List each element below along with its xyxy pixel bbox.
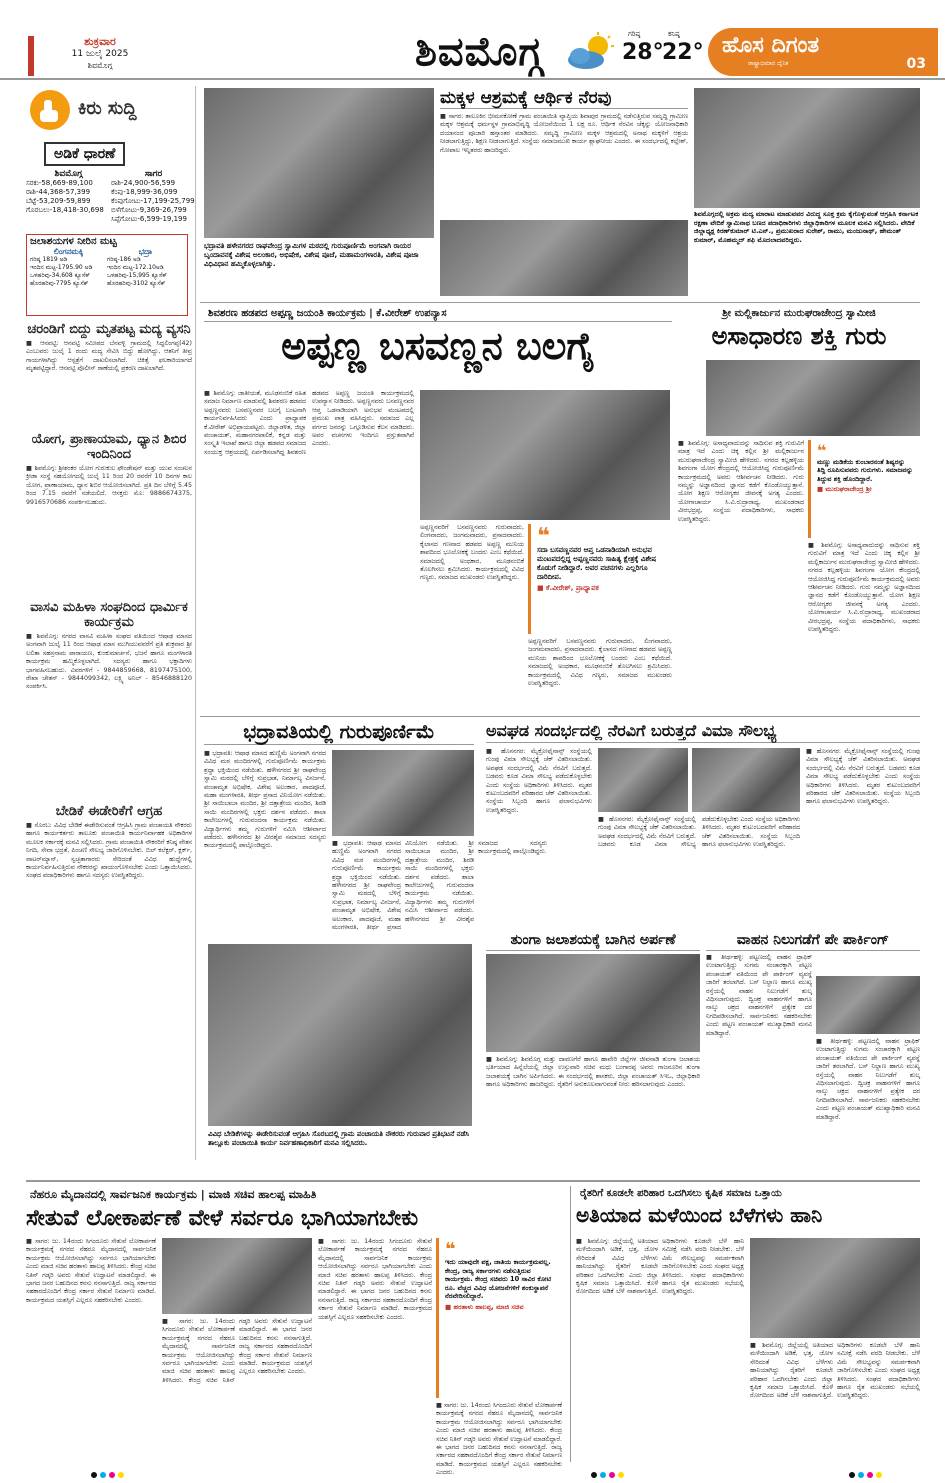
- dam-row: ಇಂದಿನ ಮಟ್ಟ-1795.90 ಅಡಿ: [30, 264, 93, 271]
- story-body: ■ ಸಾಗರ: ಜು. 14ರಂದು ಸಿಗಂದೂರು ಸೇತುವೆ ಲೋಕಾರ್ಪಣೆ ಕಾರ್ಯಕ್ರಮಕ್ಕೆ ನಗರದ ನೆಹರೂ ಮೈದಾನದಲ್ಲಿ ಸಾರ್ವಜನಿಕ ಕಾರ್ಯಕ್ರಮ ಆಯೋಜಿಸಲಾಗಿದ್ದು ಸರ್ವರೂ ಭಾಗಿಯಾಗಬೇಕು ಎಂದು ಮಾಜಿ ಸಚಿವ ಹರತಾಳು ಹಾಲಪ್ಪ ತಿಳಿಸಿದರು. ಕೇಂದ್ರ ಸಚಿವ ನಿತಿನ್ ಗಡ್ಕರಿ ಅವರು ಸೇತುವೆ ಉದ್ಘಾಟನೆ ಮಾಡಲಿದ್ದಾರೆ. ಈ ಭಾಗದ ಜನರ ಬಹುದಿನದ ಕನಸು ನನಸಾಗುತ್ತಿದೆ. ರಾಜ್ಯ ಸರ್ಕಾರದ ಸಹಕಾರದೊಂದಿಗೆ ಕೇಂದ್ರ ಸರ್ಕಾರ ಸೇತುವೆ ನಿರ್ಮಾಣ ಮಾಡಿದೆ. ಕಾರ್ಯಕ್ರಮದ ಯಶಸ್ಸಿಗೆ ಎಲ್ಲರೂ ಸಹಕರಿಸಬೇಕು ಎಂದರು.: [436, 1402, 562, 1477]
- pointing-hand-icon: [30, 90, 70, 130]
- dam-linganamakki: [30, 248, 107, 288]
- rate-row: ಬಿಳೆಗೋಟು-9,369-26,799: [111, 206, 187, 214]
- story-body: ■ ಶಿವಮೊಗ್ಗ: ಜಿಲ್ಲೆಯಲ್ಲಿ ಅತಿಯಾದ ಮಳೆಯಿಂದಾಗಿ ಅಡಿಕೆ, ಭತ್ತ, ಜೋಳ ಸೇರಿದಂತೆ ವಿವಿಧ ಬೆಳೆಗಳು ಹಾನಿಯಾಗಿದ್ದು ರೈತರಿಗೆ ಕೂಡಲೇ ಪರಿಹಾರ ಒದಗಿಸಬೇಕು ಎಂದು ಜಿಲ್ಲಾ ಕೃಷಿಕ ಸಮಾಜ ಒತ್ತಾಯಿಸಿದೆ. ಕೊಳೆ ರೋಗದಿಂದ ಅಡಿಕೆ ಬೆಳೆ ನಾಶವಾಗುತ್ತಿದೆ. ಅಧಿಕಾರಿಗಳು ಕೂಡಲೇ ಬೆಳೆ ಹಾನಿ ಸಮೀಕ್ಷೆ ನಡೆಸಿ ವರದಿ ನೀಡಬೇಕು. ಬೆಳೆ ವಿಮೆ ಸೌಲಭ್ಯವನ್ನು ಸಮರ್ಪಕವಾಗಿ ಜಾರಿಗೊಳಿಸಬೇಕು ಎಂದು ಸಂಘದ ಅಧ್ಯಕ್ಷ ತಿಳಿಸಿದರು. ಸಂಘದ ಪದಾಧಿಕಾರಿಗಳು ಹಾಗೂ ರೈತ ಮುಖಂಡರು ಸಭೆಯಲ್ಲಿ ಉಪಸ್ಥಿತರಿದ್ದರು.: [750, 1342, 920, 1400]
- cheque-photo: [692, 748, 800, 812]
- story-headline: ಭದ್ರಾವತಿಯಲ್ಲಿ ಗುರುಪೂರ್ಣಿಮೆ: [204, 720, 474, 745]
- story-body: ■ ಭದ್ರಾವತಿ: ಆಷಾಢ ಮಾಸದ ಹುಣ್ಣಿಮೆ ಅಂಗವಾಗಿ ನಗರದ ವಿವಿಧ ಮಠ ಮಂದಿರಗಳಲ್ಲಿ ಗುರುಪೂರ್ಣಿಮೆ ಕಾರ್ಯಕ್ರಮ ಶ್ರದ್ಧಾ ಭಕ್ತಿಯಿಂದ ನಡೆಯಿತು. ಹಳೇನಗರದ ಶ್ರೀ ರಾಘವೇಂದ್ರ ಸ್ವಾಮಿ ಮಠದಲ್ಲಿ ಬೆಳಿಗ್ಗೆ ಸುಪ್ರಭಾತ, ನಿರ್ಮಾಲ್ಯ ವಿಸರ್ಜನೆ, ಪಂಚಾಮೃತ ಅಭಿಷೇಕ, ವಿಶೇಷ ಅಲಂಕಾರ, ಪಾದಪೂಜೆ, ಮಹಾ ಮಂಗಳಾರತಿ, ತೀರ್ಥ ಪ್ರಸಾದ ವಿನಿಯೋಗ ನಡೆಯಿತು. ಶ್ರೀ ಸಾಯಿಬಾಬಾ ಮಂದಿರ, ಶ್ರೀ ದತ್ತಾತ್ರೇಯ ಮಂದಿರ, ಶಿರಡಿ ಸಾಯಿ ಮಂದಿರಗಳಲ್ಲಿ ಭಕ್ತರು ದರ್ಶನ ಪಡೆದರು. ಶಾಲಾ ಕಾಲೇಜುಗಳಲ್ಲಿ ಗುರುವಂದನಾ ಕಾರ್ಯಕ್ರಮ ನಡೆಯಿತು. ವಿದ್ಯಾರ್ಥಿಗಳು ತಮ್ಮ ಗುರುಗಳಿಗೆ ನಮಿಸಿ ಆಶೀರ್ವಾದ ಪಡೆದರು. ಹಳೇನಗರದ ಶ್ರೀ ವೀರಶೈವ ಸಮಾಜದ ಸದಸ್ಯರು ಕಾರ್ಯಕ್ರಮದಲ್ಲಿ ಪಾಲ್ಗೊಂಡಿದ್ದರು.: [204, 750, 326, 850]
- appanna-story: [204, 306, 672, 714]
- brief-body: ■ ಶಿವಮೊಗ್ಗ: ಶ್ರೀಶಂಕರ ಯೋಗ ಗುರುಕುಲ ಫೌಂಡೇಷನ್ ಮತ್ತು ಯುವ ಸಂಚಲನ ಕ್ರೀಡಾ ಸಂಸ್ಥೆ ಸಹಯೋಗದಲ್ಲಿ ಜುಲೈ 11 ರಿಂದ 20 ರವರೆಗೆ 10 ದಿನಗಳ ಕಾಲ ಯೋಗ, ಪ್ರಾಣಾಯಾಮ, ಧ್ಯಾನ ಶಿಬಿರ ಆಯೋಜಿಸಲಾಗಿದೆ. ಪ್ರತಿ ದಿನ ಬೆಳಿಗ್ಗೆ 5.45 ರಿಂದ 7.15 ರವರೆಗೆ ನಡೆಯಲಿದೆ. ಆಸಕ್ತರು ಮೊ: 9886674375, 9916570686 ಸಂಪರ್ಕಿಸಬಹುದು.: [26, 465, 192, 506]
- gurupurnima-photo-story: [204, 88, 434, 298]
- story-body: ■ ಶಿವಮೊಗ್ಗ: ಶಿವಮೊಗ್ಗ ಮತ್ತು ದಾವಣಗೆರೆ ಹಾಗೂ ಹಾವೇರಿ ಜಿಲ್ಲೆಗಳ ಜೀವನಾಡಿ ತುಂಗಾ ಜಲಾಶಯ ಭರ್ತಿಯಾದ ಹಿನ್ನೆಲೆಯಲ್ಲಿ ಜಿಲ್ಲಾ ಉಸ್ತುವಾರಿ ಸಚಿವ ಮಧು ಬಂಗಾರಪ್ಪ ಅವರು ಗಾಜನೂರಿನ ತುಂಗಾ ಜಲಾಶಯಕ್ಕೆ ಬಾಗಿನ ಅರ್ಪಿಸಿದರು. ಈ ಸಂದರ್ಭದಲ್ಲಿ ಶಾಸಕರು, ಜಿಲ್ಲಾ ಪಂಚಾಯತ್ ಸಿಇಒ, ಜಿಲ್ಲಾಧಿಕಾರಿ ಹಾಗೂ ಅಧಿಕಾರಿಗಳು ಹಾಜರಿದ್ದರು. ರೈತರಿಗೆ ಅನುಕೂಲವಾಗುವಂತೆ ನೀರು ಹರಿಸಲಾಗುವುದು ಎಂದರು.: [486, 1056, 700, 1089]
- rate-market-label: ಶಿವಮೊಗ್ಗ: [54, 169, 83, 179]
- quote-mark-icon: ❝: [445, 1239, 456, 1260]
- story-kicker: ಶ್ರೀ ಮಲ್ಲಿಕಾರ್ಜುನ ಮುರುಘರಾಜೇಂದ್ರ ಸ್ವಾಮೀಜಿ: [722, 308, 876, 319]
- quote-mark-icon: ❝: [537, 524, 550, 549]
- protest-photo-story: [694, 88, 920, 298]
- brief-headline: ಯೋಗ, ಪ್ರಾಣಾಯಾಮ, ಧ್ಯಾನ ಶಿಬಿರ ಇಂದಿನಿಂದ: [31, 432, 187, 462]
- mallikarjuna-story: [678, 306, 920, 714]
- issue-day: ಶುಕ್ರವಾರ: [84, 35, 116, 48]
- registration-marks: [90, 1464, 130, 1472]
- quote-text: ಸದಾ ಬಸವಣ್ಣನವರ ಆಪ್ತ ಒಡನಾಡಿಯಾಗಿ ಅನುಭವ ಮಂಟಪದಲ್ಲಿದ್ದ ಅಪ್ಪಣ್ಣನವರು ಸಾಹಿತ್ಯ ಕ್ಷೇತ್ರಕ್ಕೆ ವಿಶೇಷ ಕೊಡುಗೆ ನೀಡಿದ್ದಾರೆ. ಅವರ ವಚನಗಳು ಎಲ್ಲರಿಗೂ ದಾರಿದೀಪ.: [537, 546, 657, 581]
- rate-row: ಕೆಂಪು-18,999-36,099: [111, 188, 178, 196]
- low-temp-label: ಕನಿಷ್ಠ: [668, 30, 680, 38]
- sorab-protest-photo-story: [204, 944, 480, 1176]
- divider: [26, 1180, 920, 1182]
- story-headline: ಅತಿಯಾದ ಮಳೆಯಿಂದ ಬೆಳೆಗಳು ಹಾನಿ: [576, 1203, 823, 1227]
- story-headline: ಅವಘಡ ಸಂದರ್ಭದಲ್ಲಿ ನೆರವಿಗೆ ಬರುತ್ತದೆ ವಿಮಾ ಸೌಲಭ್ಯ: [486, 720, 920, 743]
- rate-row: ಕೆಂಪುಗೋಟು-17,199-25,799: [111, 197, 195, 205]
- quote-author: ■ ಹರತಾಳು ಹಾಲಪ್ಪ, ಮಾಜಿ ಸಚಿವ: [445, 1302, 524, 1311]
- brief-headline: ಚರಂಡಿಗೆ ಬಿದ್ದು ಮೃತಪಟ್ಟ ಮದ್ಯ ವ್ಯಸನಿ: [27, 322, 191, 337]
- edition-title: ಶಿವಮೊಗ್ಗ: [415, 28, 544, 75]
- dam-row: ಒಳಹರಿವು-15,995 ಕ್ಯೂಸೆಕ್: [107, 272, 167, 279]
- story-body: ■ ತೀರ್ಥಹಳ್ಳಿ: ಪಟ್ಟಣದಲ್ಲಿ ವಾಹನ ಟ್ರಾಫಿಕ್ ಉಂಟಾಗುತ್ತಿದ್ದು ಸುಗಮ ಸಂಚಾರಕ್ಕಾಗಿ ಪಟ್ಟಣ ಪಂಚಾಯತ್ ವತಿಯಿಂದ ಪೇ ಪಾರ್ಕಿಂಗ್ ವ್ಯವಸ್ಥೆ ಜಾರಿಗೆ ತರಲಾಗಿದೆ. ಬಸ್ ನಿಲ್ದಾಣ ಹಾಗೂ ಮುಖ್ಯ ರಸ್ತೆಯಲ್ಲಿ ವಾಹನ ನಿಲುಗಡೆಗೆ ಶುಲ್ಕ ವಿಧಿಸಲಾಗುವುದು. ದ್ವಿಚಕ್ರ ವಾಹನಗಳಿಗೆ ಹಾಗೂ ನಾಲ್ಕು ಚಕ್ರದ ವಾಹನಗಳಿಗೆ ಪ್ರತ್ಯೇಕ ದರ ನಿಗದಿಪಡಿಸಲಾಗಿದೆ. ಸಾರ್ವಜನಿಕರು ಸಹಕರಿಸಬೇಕು ಎಂದು ಪಟ್ಟಣ ಪಂಚಾಯತ್ ಮುಖ್ಯಾಧಿಕಾರಿ ಮನವಿ ಮಾಡಿದ್ದಾರೆ.: [706, 954, 812, 1037]
- brief-story: [26, 600, 192, 800]
- story-body: ಅಪ್ಪಣ್ಣನವರಿಗೆ ಬಸವಣ್ಣನವರು ಗುರುವಾದರು, ಲಿಂಗವಾದರು, ಜಂಗಮವಾದರು, ಪ್ರಸಾದವಾದರು. ಕೈಲಾಸದ ಗಣನಾದ ಹಡಪದ ಅಪ್ಪಣ್ಣ ಮುನಿಯ ಶಾಪದಿಂದ ಭೂಲೋಕಕ್ಕೆ ಬಂದರು ಎಂಬ ಕಥೆಯಿದೆ. ಸಮಾಜದಲ್ಲಿ ಅಂಧಕಾರ, ಮೂಢನಂಬಿಕೆ ತೊಲಗಿಸಲು ಶ್ರಮಿಸಿದರು. ಕಾರ್ಯಕ್ರಮದಲ್ಲಿ ವಿವಿಧ ಗಣ್ಯರು, ಸಮಾಜದ ಮುಖಂಡರು ಉಪಸ್ಥಿತರಿದ್ದರು.: [528, 638, 672, 688]
- story-headline: ಅಪ್ಪಣ್ಣ ಬಸವಣ್ಣನ ಬಲಗೈ: [281, 323, 595, 368]
- photo-caption: ಭದ್ರಾವತಿ ಹಳೇನಗರದ ರಾಘವೇಂದ್ರ ಸ್ವಾಮಿಗಳ ಮಠದಲ್ಲಿ ಗುರುಪೂರ್ಣಿಮೆ ಅಂಗವಾಗಿ ರಾಯರ ಬೃಂದಾವನಕ್ಕೆ ವಿಶೇಷ ಅಲಂಕಾರ, ಅಭಿಷೇಕ, ವಿಶೇಷ ಪೂಜೆ, ಮಹಾಮಂಗಳಾರತಿ, ವಿಶೇಷ ಪೂಜಾ ವಿಧಿವಿಧಾನ ಹಮ್ಮಿಕೊಳ್ಳಲಾಗಿತ್ತು.: [204, 242, 419, 268]
- dam-row: ಹೊರಹರಿವು-7795 ಕ್ಯೂಸೆಕ್: [30, 280, 89, 287]
- tunga-story: [486, 930, 700, 1178]
- dam-name: ಭದ್ರಾ: [138, 247, 153, 256]
- brief-body: ■ ಶಿವಮೊಗ್ಗ: ನಗರದ ವಾಸವಿ ಮಹಿಳಾ ಸಂಘದ ವತಿಯಿಂದ ಆಷಾಢ ಮಾಸದ ಅಂಗವಾಗಿ ಜುಲೈ 11 ರಿಂದ ಆಷಾಢ ಮಾಸ ಮುಗಿಯುವವರೆಗೆ ಪ್ರತಿ ಶುಕ್ರವಾರ ಶ್ರೀ ಲಲಿತಾ ಸಹಸ್ರನಾಮ ಪಾರಾಯಣ, ಕುಂಕುಮಾರ್ಚನೆ, ಭಜನೆ ಹಾಗೂ ಮಂಗಳಾರತಿ ಕಾರ್ಯಕ್ರಮ ಹಮ್ಮಿಕೊಳ್ಳಲಾಗಿದೆ. ಸದಸ್ಯರು ಹಾಗೂ ಭಕ್ತಾದಿಗಳು ಭಾಗವಹಿಸಬಹುದು. ವಿವರಗಳಿಗೆ - 9844859668, 8197475100, ರೇಖಾ ಚೇತನ್ - 9844099342, ಲಕ್ಷ್ಮಿ ಅನಿಲ್ - 8546888120 ಸಂಪರ್ಕಿಸಿ.: [26, 633, 192, 691]
- temple-photo: [332, 750, 474, 836]
- story-kicker: ರೈತರಿಗೆ ಕೂಡಲೇ ಪರಿಹಾರ ಒದಗಿಸಲು ಕೃಷಿಕ ಸಮಾಜ ಒತ್ತಾಯ: [580, 1188, 782, 1199]
- bridge-story: [26, 1186, 566, 1477]
- story-body: ■ ಸಾಗರ: ತಾಲೂಕಿನ ಭೀಮನಕೋಣೆ ಗ್ರಾಮ ಪಂಚಾಯಿತಿ ವ್ಯಾಪ್ತಿಯ ಶಿವಾಪುರ ಗ್ರಾಮದಲ್ಲಿ ನಡೆಸುತ್ತಿರುವ ಸಮೃದ್ಧಿ ಗ್ರಾಮೀಣ ಮಕ್ಕಳ ಆಶ್ರಮಕ್ಕೆ ಧರ್ಮಸ್ಥಳ ಗ್ರಾಮಾಭಿವೃದ್ಧಿ ಯೋಜನೆಯಿಂದ 1 ಲಕ್ಷ ರೂ. ಆರ್ಥಿಕ ನೆರವಿನ ಚೆಕ್ಕನ್ನು ಯೋಜನಾಧಿಕಾರಿ ದಯಾನಂದ ಪೂಜಾರಿ ಹಸ್ತಾಂತರ ಮಾಡಿದರು. ಸಮೃದ್ಧಿ ಗ್ರಾಮೀಣ ಮಕ್ಕಳ ಆಶ್ರಮದಲ್ಲಿ ಅನಾಥ ಮಕ್ಕಳಿಗೆ ಆಶ್ರಯ ನೀಡಲಾಗುತ್ತಿದ್ದು, ಶಿಕ್ಷಣ ನೀಡಲಾಗುತ್ತಿದೆ. ಸಂಸ್ಥೆಯ ಸಮಾಜಮುಖಿ ಕಾರ್ಯ ಶ್ಲಾಘನೀಯ ಎಂದರು. ಈ ಸಂದರ್ಭದಲ್ಲಿ ಕಲ್ಲೇಶ್, ಗೋಪಾಲ ಇನ್ನಿತರರು ಹಾಜರಿದ್ದರು.: [440, 113, 688, 154]
- registration-marks: [590, 1464, 630, 1472]
- dam-level-heading: ಜಲಾಶಯಗಳ ನೀರಿನ ಮಟ್ಟ: [30, 236, 117, 247]
- cheque-photo: [598, 748, 688, 812]
- story-body: ■ ಸಾಗರ: ಜು. 14ರಂದು ಸಿಗಂದೂರು ಸೇತುವೆ ಲೋಕಾರ್ಪಣೆ ಕಾರ್ಯಕ್ರಮಕ್ಕೆ ನಗರದ ನೆಹರೂ ಮೈದಾನದಲ್ಲಿ ಸಾರ್ವಜನಿಕ ಕಾರ್ಯಕ್ರಮ ಆಯೋಜಿಸಲಾಗಿದ್ದು ಸರ್ವರೂ ಭಾಗಿಯಾಗಬೇಕು ಎಂದು ಮಾಜಿ ಸಚಿವ ಹರತಾಳು ಹಾಲಪ್ಪ ತಿಳಿಸಿದರು. ಕೇಂದ್ರ ಸಚಿವ ನಿತಿನ್ ಗಡ್ಕರಿ ಅವರು ಸೇತುವೆ ಉದ್ಘಾಟನೆ ಮಾಡಲಿದ್ದಾರೆ. ಈ ಭಾಗದ ಜನರ ಬಹುದಿನದ ಕನಸು ನನಸಾಗುತ್ತಿದೆ. ರಾಜ್ಯ ಸರ್ಕಾರದ ಸಹಕಾರದೊಂದಿಗೆ ಕೇಂದ್ರ ಸರ್ಕಾರ ಸೇತುವೆ ನಿರ್ಮಾಣ ಮಾಡಿದೆ. ಕಾರ್ಯಕ್ರಮದ ಯಶಸ್ಸಿಗೆ ಎಲ್ಲರೂ ಸಹಕರಿಸಬೇಕು ಎಂದರು.: [26, 1238, 157, 1304]
- story-headline: ಅಸಾಧಾರಣ ಶಕ್ತಿ ಗುರು: [711, 321, 887, 350]
- quote-author: ■ ಮುರುಘರಾಜೇಂದ್ರ ಶ್ರೀ: [817, 485, 872, 494]
- parking-story: [706, 930, 920, 1178]
- shivamogga-rates: [26, 170, 111, 224]
- story-headline: ತುಂಗಾ ಜಲಾಶಯಕ್ಕೆ ಬಾಗಿನ ಅರ್ಪಣೆ: [486, 930, 700, 951]
- divider: [570, 1186, 571, 1462]
- photo-caption: ಶಿವಮೊಗ್ಗದಲ್ಲಿ ಅಕ್ರಮ ಮದ್ಯ ಮಾರಾಟ ಮಾಡುವವರ ವಿರುದ್ಧ ಸೂಕ್ತ ಕ್ರಮ ಕೈಗೊಳ್ಳುವಂತೆ ಆಗ್ರಹಿಸಿ ಕರ್ನಾಟಕ ರಕ್ಷಣಾ ವೇದಿಕೆ ಸ್ವಾಮಿನಾಥ ಬಣದ ಪದಾಧಿಕಾರಿಗಳು ಜಿಲ್ಲಾಧಿಕಾರಿಗಳ ಮೂಲಕ ಮನವಿ ಸಲ್ಲಿಸಿದರು. ವೇದಿಕೆ ಜಿಲ್ಲಾಧ್ಯಕ್ಷ ಕಿರಣ್‌ಕುಮಾರ್ ಟಿ.ಎನ್., ಪ್ರಮುಖರಾದ ಸುರೇಶ್, ರಾಮು, ಮಂಜುನಾಥ್, ಹೇಮಂತ್ ಕುಮಾರ್, ಮೊಹಮ್ಮದ್ ಶಫಿ ಮೊದಲಾದವರಿದ್ದರು.: [694, 210, 919, 244]
- pull-quote: [528, 524, 672, 634]
- ceremony-photo: [420, 390, 670, 520]
- story-kicker: ನೆಹರೂ ಮೈದಾನದಲ್ಲಿ ಸಾರ್ವಜನಿಕ ಕಾರ್ಯಕ್ರಮ | ಮಾಜಿ ಸಚಿವ ಹಾಲಪ್ಪ ಮಾಹಿತಿ: [30, 1188, 317, 1201]
- pull-quote: [808, 440, 920, 538]
- high-temp-label: ಗರಿಷ್ಠ: [628, 30, 641, 38]
- story-body: ■ ಶಿವಮೊಗ್ಗ: ಜಾತೀಯತೆ, ಮೂಢನಂಬಿಕೆ ರಹಿತ ಸಮಾಜ ನಿರ್ಮಾಣ ಮಾಡುವಲ್ಲಿ ಶಿವಶರಣ ಹಡಪದ ಅಪ್ಪಣ್ಣನವರು ಬಸವಣ್ಣನವರ ಬಲಗೈ ಬಂಟನಾಗಿ ಕಾರ್ಯನಿರ್ವಹಿಸಿದರು ಎಂದು ಪ್ರಾಧ್ಯಾಪಕ ಕೆ.ವೀರೇಶ್ ಅಭಿಪ್ರಾಯಪಟ್ಟರು. ಜಿಲ್ಲಾಡಳಿತ, ಜಿಲ್ಲಾ ಪಂಚಾಯತ್, ಮಹಾನಗರಪಾಲಿಕೆ, ಕನ್ನಡ ಮತ್ತು ಸಂಸ್ಕೃತಿ ಇಲಾಖೆ ಹಾಗೂ ಜಿಲ್ಲಾ ಹಡಪದ ಸಮಾಜದ ಸಂಯುಕ್ತ ಆಶ್ರಯದಲ್ಲಿ ಏರ್ಪಡಿಸಲಾಗಿದ್ದ ಶಿವಶರಣ ಹಡಪದ ಅಪ್ಪಣ್ಣ ಜಯಂತಿ ಕಾರ್ಯಕ್ರಮದಲ್ಲಿ ಉಪನ್ಯಾಸ ನೀಡಿದರು. ಅಪ್ಪಣ್ಣನವರು ಬಸವಣ್ಣನವರ ಆಪ್ತ ಒಡನಾಡಿಯಾಗಿ ಅನುಭವ ಮಂಟಪದಲ್ಲಿ ಪ್ರಮುಖ ಪಾತ್ರ ವಹಿಸಿದ್ದರು. ಸಮಾಜದ ಎಲ್ಲ ವರ್ಗದ ಜನರನ್ನು ಒಗ್ಗೂಡಿಸುವ ಕೆಲಸ ಮಾಡಿದರು. ಅವರ ವಚನಗಳು ಇಂದಿಗೂ ಪ್ರಸ್ತುತವಾಗಿವೆ ಎಂದರು.: [204, 390, 414, 456]
- arecanut-price-heading: ಅಡಿಕೆ ಧಾರಣೆ: [44, 142, 125, 166]
- crop-damage-story: [576, 1186, 920, 1462]
- pull-quote: [436, 1238, 562, 1398]
- issue-date-text: 11 ಜುಲೈ 2025: [71, 49, 129, 59]
- brief-headline: ವಾಸವಿ ಮಹಿಳಾ ಸಂಘದಿಂದ ಧಾರ್ಮಿಕ ಕಾರ್ಯಕ್ರಮ: [30, 600, 188, 630]
- rate-row: ರಾಶಿ-24,900-56,599: [111, 179, 176, 187]
- brief-body: ■ ಸೊರಬ: ವಿವಿಧ ಬೇಡಿಕೆ ಈಡೇರಿಸುವಂತೆ ಆಗ್ರಹಿಸಿ ಗ್ರಾಮ ಪಂಚಾಯತಿ ನೌಕರರು ಹಾಗೂ ಕಾರ್ಯಕರ್ತರು ತಾಲೂಕು ಪಂಚಾಯಿತಿ ಕಾರ್ಯನಿರ್ವಾಹಕ ಅಧಿಕಾರಿಗಳ ಮೂಲಕ ಸರ್ಕಾರಕ್ಕೆ ಮನವಿ ಸಲ್ಲಿಸಿದರು. ಗ್ರಾಮ ಪಂಚಾಯಿತಿ ನೌಕರರಿಗೆ ಕನಿಷ್ಠ ವೇತನ ನಿಗದಿ, ಸೇವಾ ಭದ್ರತೆ, ಪಿಂಚಣಿ ಸೌಲಭ್ಯ ಜಾರಿಗೊಳಿಸಬೇಕು. ಬಿಲ್ ಕಲೆಕ್ಟರ್, ಕ್ಲರ್ಕ್, ವಾಟರ್‌ಮ್ಯಾನ್, ಸ್ವಚ್ಛತಾಗಾರರು ಸೇರಿದಂತೆ ವಿವಿಧ ಹುದ್ದೆಗಳಲ್ಲಿ ಕಾರ್ಯನಿರ್ವಹಿಸುತ್ತಿರುವ ನೌಕರರನ್ನು ಖಾಯಂಗೊಳಿಸಬೇಕು ಎಂದು ಒತ್ತಾಯಿಸಿದರು. ಸಂಘದ ಪದಾಧಿಕಾರಿಗಳು ಹಾಗೂ ಸದಸ್ಯರು ಉಪಸ್ಥಿತರಿದ್ದರು.: [26, 822, 192, 880]
- story-body: ■ ಹೊಸನಗರ: ಮೈಕ್ರೋಫೈನಾನ್ಸ್ ಸಂಸ್ಥೆಯಲ್ಲಿ ಗುಂಪು ವಿಮಾ ಸೌಲಭ್ಯಕ್ಕೆ ಚೆಕ್ ವಿತರಿಸಲಾಯಿತು. ಅವಘಡ ಸಂದರ್ಭದಲ್ಲಿ ವಿಮೆ ನೆರವಿಗೆ ಬರುತ್ತದೆ. ಬಡವರು ಕೂಡ ವಿಮಾ ಸೌಲಭ್ಯ ಪಡೆದುಕೊಳ್ಳಬೇಕು ಎಂದು ಸಂಸ್ಥೆಯ ಅಧಿಕಾರಿಗಳು ತಿಳಿಸಿದರು. ಮೃತರ ಕುಟುಂಬದವರಿಗೆ ಪರಿಹಾರದ ಚೆಕ್ ವಿತರಿಸಲಾಯಿತು. ಸಂಸ್ಥೆಯ ಸಿಬ್ಬಂದಿ ಹಾಗೂ ಫಲಾನುಭವಿಗಳು ಉಪಸ್ಥಿತರಿದ್ದರು.: [598, 816, 800, 849]
- brief-story: [26, 432, 192, 596]
- story-body: ಅಪ್ಪಣ್ಣನವರಿಗೆ ಬಸವಣ್ಣನವರು ಗುರುವಾದರು, ಲಿಂಗವಾದರು, ಜಂಗಮವಾದರು, ಪ್ರಸಾದವಾದರು. ಕೈಲಾಸದ ಗಣನಾದ ಹಡಪದ ಅಪ್ಪಣ್ಣ ಮುನಿಯ ಶಾಪದಿಂದ ಭೂಲೋಕಕ್ಕೆ ಬಂದರು ಎಂಬ ಕಥೆಯಿದೆ. ಸಮಾಜದಲ್ಲಿ ಅಂಧಕಾರ, ಮೂಢನಂಬಿಕೆ ತೊಲಗಿಸಲು ಶ್ರಮಿಸಿದರು. ಕಾರ್ಯಕ್ರಮದಲ್ಲಿ ವಿವಿಧ ಗಣ್ಯರು, ಸಮಾಜದ ಮುಖಂಡರು ಉಪಸ್ಥಿತರಿದ್ದರು.: [420, 524, 524, 582]
- quote-author: ■ ಕೆ.ವೀರೇಶ್, ಪ್ರಾಧ್ಯಾಪಕ: [537, 584, 599, 592]
- brief-story: [26, 804, 192, 1160]
- rate-row: ಗೊರಬಲು-18,418-30,698: [26, 206, 104, 214]
- photo-caption: ವಿವಿಧ ಬೇಡಿಕೆಗಳನ್ನು ಈಡೇರಿಸುವಂತೆ ಆಗ್ರಹಿಸಿ ಸೊರಬದಲ್ಲಿ ಗ್ರಾಮ ಪಂಚಾಯತಿ ನೌಕರರು ಗುರುವಾರ ಪ್ರತಿಭಟನೆ ನಡೆಸಿ ತಾಲ್ಲೂಕು ಪಂಚಾಯಿತಿ ಕಾರ್ಯ ನಿರ್ವಹಣಾಧಿಕಾರಿಗೆ ಮನವಿ ಸಲ್ಲಿಸಿದರು.: [208, 1130, 470, 1147]
- story-body: ■ ಹೊಸನಗರ: ಮೈಕ್ರೋಫೈನಾನ್ಸ್ ಸಂಸ್ಥೆಯಲ್ಲಿ ಗುಂಪು ವಿಮಾ ಸೌಲಭ್ಯಕ್ಕೆ ಚೆಕ್ ವಿತರಿಸಲಾಯಿತು. ಅವಘಡ ಸಂದರ್ಭದಲ್ಲಿ ವಿಮೆ ನೆರವಿಗೆ ಬರುತ್ತದೆ. ಬಡವರು ಕೂಡ ವಿಮಾ ಸೌಲಭ್ಯ ಪಡೆದುಕೊಳ್ಳಬೇಕು ಎಂದು ಸಂಸ್ಥೆಯ ಅಧಿಕಾರಿಗಳು ತಿಳಿಸಿದರು. ಮೃತರ ಕುಟುಂಬದವರಿಗೆ ಪರಿಹಾರದ ಚೆಕ್ ವಿತರಿಸಲಾಯಿತು. ಸಂಸ್ಥೆಯ ಸಿಬ್ಬಂದಿ ಹಾಗೂ ಫಲಾನುಭವಿಗಳು ಉಪಸ್ಥಿತರಿದ್ದರು.: [806, 748, 920, 806]
- masthead: [0, 0, 945, 80]
- kiru-suddi-title: ಕಿರು ಸುದ್ದಿ: [78, 98, 137, 119]
- high-temp-value: 28°: [622, 40, 664, 65]
- dam-bhadra: [107, 248, 184, 288]
- story-headline: ಮಕ್ಕಳ ಆಶ್ರಮಕ್ಕೆ ಆರ್ಥಿಕ ನೆರವು: [440, 88, 688, 109]
- story-body: ■ ಶಿವಮೊಗ್ಗ: ಅಸಾಧ್ಯವಾದುದನ್ನು ಸಾಧಿಸುವ ಶಕ್ತಿ ಗುರುವಿಗೆ ಮಾತ್ರ ಇದೆ ಎಂದು ಚಿಕ್ಕ ಕಲ್ಲಿನ ಶ್ರೀ ಮಲ್ಲಿಕಾರ್ಜುನ ಮುರುಘರಾಜೇಂದ್ರ ಸ್ವಾಮೀಜಿ ಹೇಳಿದರು. ನಗರದ ಕಲ್ಲಹಳ್ಳಿಯ ಶಿವಗಂಗಾ ಯೋಗ ಕೇಂದ್ರದಲ್ಲಿ ಆಯೋಜಿಸಿದ್ದ ಗುರುಪೂರ್ಣಿಮೆ ಕಾರ್ಯಕ್ರಮದಲ್ಲಿ ಅವರು ಆಶೀರ್ವಚನ ನೀಡಿದರು. ಗುರು ನಮ್ಮನ್ನು ಅಜ್ಞಾನದಿಂದ ಜ್ಞಾನದ ಕಡೆಗೆ ಕೊಂಡೊಯ್ಯುತ್ತಾನೆ. ಯೋಗ ಶಿಕ್ಷಣ ಆರೋಗ್ಯಕರ ಜೀವನಕ್ಕೆ ಅಗತ್ಯ ಎಂದರು. ಯೋಗಾಚಾರ್ಯ ಸಿ.ವಿ.ರುದ್ರಾರಾಧ್ಯ, ಮುಖಂಡರಾದ ವೀರಭದ್ರಪ್ಪ, ಸಂಸ್ಥೆಯ ಪದಾಧಿಕಾರಿಗಳು, ಸಾಧಕರು ಉಪಸ್ಥಿತರಿದ್ದರು.: [808, 542, 920, 634]
- group-photo: [440, 220, 688, 296]
- ashrama-story: [440, 88, 688, 298]
- story-headline: ಸೇತುವೆ ಲೋಕಾರ್ಪಣೆ ವೇಳೆ ಸರ್ವರೂ ಭಾಗಿಯಾಗಬೇಕು: [26, 1205, 419, 1231]
- arecanut-price-table: [26, 170, 196, 224]
- story-body: ■ ಶಿವಮೊಗ್ಗ: ಜಿಲ್ಲೆಯಲ್ಲಿ ಅತಿಯಾದ ಮಳೆಯಿಂದಾಗಿ ಅಡಿಕೆ, ಭತ್ತ, ಜೋಳ ಸೇರಿದಂತೆ ವಿವಿಧ ಬೆಳೆಗಳು ಹಾನಿಯಾಗಿದ್ದು ರೈತರಿಗೆ ಕೂಡಲೇ ಪರಿಹಾರ ಒದಗಿಸಬೇಕು ಎಂದು ಜಿಲ್ಲಾ ಕೃಷಿಕ ಸಮಾಜ ಒತ್ತಾಯಿಸಿದೆ. ಕೊಳೆ ರೋಗದಿಂದ ಅಡಿಕೆ ಬೆಳೆ ನಾಶವಾಗುತ್ತಿದೆ. ಅಧಿಕಾರಿಗಳು ಕೂಡಲೇ ಬೆಳೆ ಹಾನಿ ಸಮೀಕ್ಷೆ ನಡೆಸಿ ವರದಿ ನೀಡಬೇಕು. ಬೆಳೆ ವಿಮೆ ಸೌಲಭ್ಯವನ್ನು ಸಮರ್ಪಕವಾಗಿ ಜಾರಿಗೊಳಿಸಬೇಕು ಎಂದು ಸಂಘದ ಅಧ್ಯಕ್ಷ ತಿಳಿಸಿದರು. ಸಂಘದ ಪದಾಧಿಕಾರಿಗಳು ಹಾಗೂ ರೈತ ಮುಖಂಡರು ಸಭೆಯಲ್ಲಿ ಉಪಸ್ಥಿತರಿದ್ದರು.: [576, 1238, 744, 1296]
- dam-row: ಒಳಹರಿವು-34,608 ಕ್ಯೂಸೆಕ್: [30, 272, 90, 279]
- brief-headline: ಬೇಡಿಕೆ ಈಡೇರಿಕೆಗೆ ಆಗ್ರಹ: [55, 804, 163, 819]
- rate-market-label: ಸಾಗರ: [144, 169, 163, 179]
- sagara-rates: [111, 170, 196, 224]
- story-body: ■ ಹೊಸನಗರ: ಮೈಕ್ರೋಫೈನಾನ್ಸ್ ಸಂಸ್ಥೆಯಲ್ಲಿ ಗುಂಪು ವಿಮಾ ಸೌಲಭ್ಯಕ್ಕೆ ಚೆಕ್ ವಿತರಿಸಲಾಯಿತು. ಅವಘಡ ಸಂದರ್ಭದಲ್ಲಿ ವಿಮೆ ನೆರವಿಗೆ ಬರುತ್ತದೆ. ಬಡವರು ಕೂಡ ವಿಮಾ ಸೌಲಭ್ಯ ಪಡೆದುಕೊಳ್ಳಬೇಕು ಎಂದು ಸಂಸ್ಥೆಯ ಅಧಿಕಾರಿಗಳು ತಿಳಿಸಿದರು. ಮೃತರ ಕುಟುಂಬದವರಿಗೆ ಪರಿಹಾರದ ಚೆಕ್ ವಿತರಿಸಲಾಯಿತು. ಸಂಸ್ಥೆಯ ಸಿಬ್ಬಂದಿ ಹಾಗೂ ಫಲಾನುಭವಿಗಳು ಉಪಸ್ಥಿತರಿದ್ದರು.: [486, 748, 592, 814]
- left-column: [26, 86, 196, 1160]
- divider: [200, 716, 920, 717]
- rate-row: ಸಿಪ್ಪೆಗೋಟು-6,599-19,199: [111, 215, 187, 223]
- divider: [200, 302, 920, 303]
- brand-banner: [708, 28, 938, 76]
- registration-marks: [848, 1464, 888, 1472]
- dam-row: ಗರಿಷ್ಠ 1819 ಅಡಿ: [30, 256, 68, 263]
- quote-text: ಇದು ಯಾವುದೇ ಪಕ್ಷ, ಜಾತಿಯ ಕಾರ್ಯಕ್ರಮವಲ್ಲ. ಕೇಂದ್ರ, ರಾಜ್ಯ ಸರ್ಕಾರಗಳು ನಡೆಸುತ್ತಿರುವ ಕಾರ್ಯಕ್ರಮ. ಕೇಂದ್ರ ಸಚಿವರು 10 ಸಾವಿರ ಕೋಟಿ ರೂ. ವೆಚ್ಚದ ವಿವಿಧ ಯೋಜನೆಗಳಿಗೆ ಶಂಕುಸ್ಥಾಪನೆ ನೆರವೇರಿಸಲಿದ್ದಾರೆ.: [445, 1258, 552, 1301]
- story-body: ■ ಭದ್ರಾವತಿ: ಆಷಾಢ ಮಾಸದ ಹುಣ್ಣಿಮೆ ಅಂಗವಾಗಿ ನಗರದ ವಿವಿಧ ಮಠ ಮಂದಿರಗಳಲ್ಲಿ ಗುರುಪೂರ್ಣಿಮೆ ಕಾರ್ಯಕ್ರಮ ಶ್ರದ್ಧಾ ಭಕ್ತಿಯಿಂದ ನಡೆಯಿತು. ಹಳೇನಗರದ ಶ್ರೀ ರಾಘವೇಂದ್ರ ಸ್ವಾಮಿ ಮಠದಲ್ಲಿ ಬೆಳಿಗ್ಗೆ ಸುಪ್ರಭಾತ, ನಿರ್ಮಾಲ್ಯ ವಿಸರ್ಜನೆ, ಪಂಚಾಮೃತ ಅಭಿಷೇಕ, ವಿಶೇಷ ಅಲಂಕಾರ, ಪಾದಪೂಜೆ, ಮಹಾ ಮಂಗಳಾರತಿ, ತೀರ್ಥ ಪ್ರಸಾದ ವಿನಿಯೋಗ ನಡೆಯಿತು. ಶ್ರೀ ಸಾಯಿಬಾಬಾ ಮಂದಿರ, ಶ್ರೀ ದತ್ತಾತ್ರೇಯ ಮಂದಿರ, ಶಿರಡಿ ಸಾಯಿ ಮಂದಿರಗಳಲ್ಲಿ ಭಕ್ತರು ದರ್ಶನ ಪಡೆದರು. ಶಾಲಾ ಕಾಲೇಜುಗಳಲ್ಲಿ ಗುರುವಂದನಾ ಕಾರ್ಯಕ್ರಮ ನಡೆಯಿತು. ವಿದ್ಯಾರ್ಥಿಗಳು ತಮ್ಮ ಗುರುಗಳಿಗೆ ನಮಿಸಿ ಆಶೀರ್ವಾದ ಪಡೆದರು. ಹಳೇನಗರದ ಶ್ರೀ ವೀರಶೈವ ಸಮಾಜದ ಸದಸ್ಯರು ಕಾರ್ಯಕ್ರಮದಲ್ಲಿ ಪಾಲ್ಗೊಂಡಿದ್ದರು.: [332, 840, 547, 932]
- story-headline: ವಾಹನ ನಿಲುಗಡೆಗೆ ಪೇ ಪಾರ್ಕಿಂಗ್: [706, 930, 920, 951]
- dam-row: ಇಂದಿನ ಮಟ್ಟ-172.10ಅಡಿ: [107, 264, 164, 271]
- dam-water-level-box: [26, 234, 188, 316]
- brand-logo-text: ಹೊಸ ದಿಗಂತ: [722, 32, 820, 58]
- story-body: ■ ಶಿವಮೊಗ್ಗ: ಅಸಾಧ್ಯವಾದುದನ್ನು ಸಾಧಿಸುವ ಶಕ್ತಿ ಗುರುವಿಗೆ ಮಾತ್ರ ಇದೆ ಎಂದು ಚಿಕ್ಕ ಕಲ್ಲಿನ ಶ್ರೀ ಮಲ್ಲಿಕಾರ್ಜುನ ಮುರುಘರಾಜೇಂದ್ರ ಸ್ವಾಮೀಜಿ ಹೇಳಿದರು. ನಗರದ ಕಲ್ಲಹಳ್ಳಿಯ ಶಿವಗಂಗಾ ಯೋಗ ಕೇಂದ್ರದಲ್ಲಿ ಆಯೋಜಿಸಿದ್ದ ಗುರುಪೂರ್ಣಿಮೆ ಕಾರ್ಯಕ್ರಮದಲ್ಲಿ ಅವರು ಆಶೀರ್ವಚನ ನೀಡಿದರು. ಗುರು ನಮ್ಮನ್ನು ಅಜ್ಞಾನದಿಂದ ಜ್ಞಾನದ ಕಡೆಗೆ ಕೊಂಡೊಯ್ಯುತ್ತಾನೆ. ಯೋಗ ಶಿಕ್ಷಣ ಆರೋಗ್ಯಕರ ಜೀವನಕ್ಕೆ ಅಗತ್ಯ ಎಂದರು. ಯೋಗಾಚಾರ್ಯ ಸಿ.ವಿ.ರುದ್ರಾರಾಧ್ಯ, ಮುಖಂಡರಾದ ವೀರಭದ್ರಪ್ಪ, ಸಂಸ್ಥೆಯ ಪದಾಧಿಕಾರಿಗಳು, ಸಾಧಕರು ಉಪಸ್ಥಿತರಿದ್ದರು.: [678, 440, 804, 523]
- quote-text: ಮಣ್ಣು ಮಡಿಕೆಯ ಕುಂಬಾರನಂತೆ ಶಿಷ್ಯರನ್ನು ತಿದ್ದಿ ರೂಪಿಸುವವರು ಗುರುಗಳು. ಸಮಾಜವನ್ನು ತಿದ್ದುವ ಶಕ್ತಿ ಹೊಂದಿದ್ದಾರೆ.: [817, 458, 913, 483]
- parking-board-photo: [816, 976, 920, 1034]
- story-body: ■ ಸಾಗರ: ಜು. 14ರಂದು ಸಿಗಂದೂರು ಸೇತುವೆ ಲೋಕಾರ್ಪಣೆ ಕಾರ್ಯಕ್ರಮಕ್ಕೆ ನಗರದ ನೆಹರೂ ಮೈದಾನದಲ್ಲಿ ಸಾರ್ವಜನಿಕ ಕಾರ್ಯಕ್ರಮ ಆಯೋಜಿಸಲಾಗಿದ್ದು ಸರ್ವರೂ ಭಾಗಿಯಾಗಬೇಕು ಎಂದು ಮಾಜಿ ಸಚಿವ ಹರತಾಳು ಹಾಲಪ್ಪ ತಿಳಿಸಿದರು. ಕೇಂದ್ರ ಸಚಿವ ನಿತಿನ್ ಗಡ್ಕರಿ ಅವರು ಸೇತುವೆ ಉದ್ಘಾಟನೆ ಮಾಡಲಿದ್ದಾರೆ. ಈ ಭಾಗದ ಜನರ ಬಹುದಿನದ ಕನಸು ನನಸಾಗುತ್ತಿದೆ. ರಾಜ್ಯ ಸರ್ಕಾರದ ಸಹಕಾರದೊಂದಿಗೆ ಕೇಂದ್ರ ಸರ್ಕಾರ ಸೇತುವೆ ನಿರ್ಮಾಣ ಮಾಡಿದೆ. ಕಾರ್ಯಕ್ರಮದ ಯಶಸ್ಸಿಗೆ ಎಲ್ಲರೂ ಸಹಕರಿಸಬೇಕು ಎಂದರು.: [162, 1318, 312, 1384]
- dam-row: ಗರಿಷ್ಠ-186 ಅಡಿ: [107, 256, 141, 263]
- brand-tagline: ರಾಷ್ಟ್ರಾಭಿಮಾನ ದೈನಿಕ: [748, 60, 789, 67]
- temperature-readout: [620, 30, 704, 74]
- issue-place: ಶಿವಮೊಗ್ಗ: [87, 61, 113, 70]
- cloud-sun-icon: [562, 32, 618, 72]
- brief-story: [26, 322, 192, 428]
- protest-photo: [208, 944, 472, 1126]
- story-body: ■ ತೀರ್ಥಹಳ್ಳಿ: ಪಟ್ಟಣದಲ್ಲಿ ವಾಹನ ಟ್ರಾಫಿಕ್ ಉಂಟಾಗುತ್ತಿದ್ದು ಸುಗಮ ಸಂಚಾರಕ್ಕಾಗಿ ಪಟ್ಟಣ ಪಂಚಾಯತ್ ವತಿಯಿಂದ ಪೇ ಪಾರ್ಕಿಂಗ್ ವ್ಯವಸ್ಥೆ ಜಾರಿಗೆ ತರಲಾಗಿದೆ. ಬಸ್ ನಿಲ್ದಾಣ ಹಾಗೂ ಮುಖ್ಯ ರಸ್ತೆಯಲ್ಲಿ ವಾಹನ ನಿಲುಗಡೆಗೆ ಶುಲ್ಕ ವಿಧಿಸಲಾಗುವುದು. ದ್ವಿಚಕ್ರ ವಾಹನಗಳಿಗೆ ಹಾಗೂ ನಾಲ್ಕು ಚಕ್ರದ ವಾಹನಗಳಿಗೆ ಪ್ರತ್ಯೇಕ ದರ ನಿಗದಿಪಡಿಸಲಾಗಿದೆ. ಸಾರ್ವಜನಿಕರು ಸಹಕರಿಸಬೇಕು ಎಂದು ಪಟ್ಟಣ ಪಂಚಾಯತ್ ಮುಖ್ಯಾಧಿಕಾರಿ ಮನವಿ ಮಾಡಿದ್ದಾರೆ.: [816, 1038, 920, 1121]
- low-temp-value: 22°: [662, 40, 704, 65]
- meeting-photo: [162, 1238, 312, 1314]
- bagina-photo: [486, 954, 700, 1052]
- rate-row: ಸರಕು-58,669-89,100: [26, 179, 93, 187]
- story-kicker: ಶಿವಶರಣ ಹಡಪದ ಅಪ್ಪಣ್ಣ ಜಯಂತಿ ಕಾರ್ಯಕ್ರಮ | ಕೆ.ವೀರೇಶ್ ಉಪನ್ಯಾಸ: [204, 306, 672, 322]
- brief-body: ■ ಆನವಟ್ಟಿ: ಆನವಟ್ಟಿ ಸಮೀಪದ ಬೆನವಳ್ಳಿ ಗ್ರಾಮದಲ್ಲಿ ಸಿದ್ದಲಿಂಗಪ್ಪ(42) ಎಂಬುವರು ಜುಲೈ 1 ರಂದು ಮದ್ಯ ಸೇವಿಸಿ ಬಿದ್ದು ಹೋಗಿದ್ದು, ಆತನಿಗೆ ತೀವ್ರ ಗಾಯಗಳಾಗಿದ್ದು ಆಸ್ಪತ್ರೆಗೆ ದಾಖಲಿಸಲಾಗಿದೆ. ಚಿಕಿತ್ಸೆ ಫಲಕಾರಿಯಾಗದೆ ಮೃತಪಟ್ಟಿದ್ದಾರೆ. ಆನವಟ್ಟಿ ಪೊಲೀಸ್ ಠಾಣೆಯಲ್ಲಿ ಪ್ರಕರಣ ದಾಖಲಾಗಿದೆ.: [26, 340, 192, 373]
- date-accent-bar: [28, 36, 34, 76]
- dam-row: ಹೊರಹರಿವು-3102 ಕ್ಯೂಸೆಕ್: [107, 280, 166, 287]
- rate-row: ಬೆಟ್ಟೆ-53,209-59,899: [26, 197, 91, 205]
- insurance-story: [486, 720, 920, 928]
- meeting-photo: [750, 1238, 920, 1338]
- dam-name: ಲಿಂಗನಮಕ್ಕಿ: [53, 247, 84, 256]
- protest-photo: [694, 88, 920, 208]
- rate-row: ರಾಶಿ-44,368-57,399: [26, 188, 91, 196]
- story-body: ■ ಸಾಗರ: ಜು. 14ರಂದು ಸಿಗಂದೂರು ಸೇತುವೆ ಲೋಕಾರ್ಪಣೆ ಕಾರ್ಯಕ್ರಮಕ್ಕೆ ನಗರದ ನೆಹರೂ ಮೈದಾನದಲ್ಲಿ ಸಾರ್ವಜನಿಕ ಕಾರ್ಯಕ್ರಮ ಆಯೋಜಿಸಲಾಗಿದ್ದು ಸರ್ವರೂ ಭಾಗಿಯಾಗಬೇಕು ಎಂದು ಮಾಜಿ ಸಚಿವ ಹರತಾಳು ಹಾಲಪ್ಪ ತಿಳಿಸಿದರು. ಕೇಂದ್ರ ಸಚಿವ ನಿತಿನ್ ಗಡ್ಕರಿ ಅವರು ಸೇತುವೆ ಉದ್ಘಾಟನೆ ಮಾಡಲಿದ್ದಾರೆ. ಈ ಭಾಗದ ಜನರ ಬಹುದಿನದ ಕನಸು ನನಸಾಗುತ್ತಿದೆ. ರಾಜ್ಯ ಸರ್ಕಾರದ ಸಹಕಾರದೊಂದಿಗೆ ಕೇಂದ್ರ ಸರ್ಕಾರ ಸೇತುವೆ ನಿರ್ಮಾಣ ಮಾಡಿದೆ. ಕಾರ್ಯಕ್ರಮದ ಯಶಸ್ಸಿಗೆ ಎಲ್ಲರೂ ಸಹಕರಿಸಬೇಕು ಎಂದರು.: [318, 1238, 432, 1321]
- page-number: 03: [906, 56, 926, 72]
- quote-mark-icon: ❝: [817, 441, 827, 460]
- event-photo: [706, 360, 920, 436]
- temple-photo: [204, 88, 434, 238]
- kiru-suddi-header: [30, 90, 190, 130]
- issue-date: [40, 36, 160, 72]
